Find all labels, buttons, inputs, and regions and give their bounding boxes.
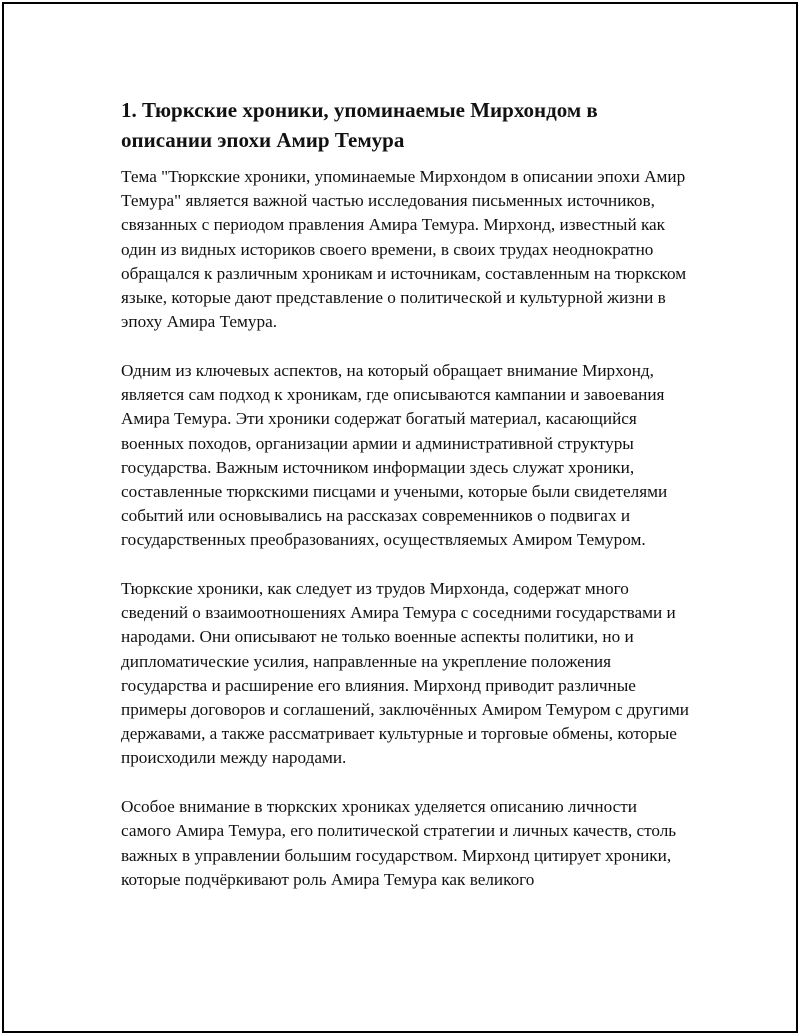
- document-body: [121, 95, 691, 916]
- paragraph-1: Тема "Тюркские хроники, упоминаемые Мирхондом в описании эпохи Амир Темура" является важной частью исследования письменных источников, связанных с периодом правления Амира Темура. Мирхонд, известный как один из видных историков своего времени, в своих трудах неоднократно обращался к различным хроникам и источникам, составленным на тюркском языке, которые дают представление о политической и культурной жизни в эпоху Амира Темура.: [121, 167, 687, 332]
- page-frame: [2, 2, 798, 1033]
- section-heading: 1. Тюркские хроники, упоминаемые Мирхондом в описании эпохи Амир Темура: [121, 98, 598, 152]
- paragraph-2: Одним из ключевых аспектов, на который обращает внимание Мирхонд, является сам подход к хроникам, где описываются кампании и завоевания Амира Темура. Эти хроники содержат богатый материал, касающийся военных походов, организации армии и административной структуры государства. Важным источником информации здесь служат хроники, составленные тюркскими писцами и учеными, которые были свидетелями событий или основывались на рассказах современников о подвигах и государственных преобразованиях, осуществляемых Амиром Темуром.: [121, 360, 668, 550]
- paragraph-4: Особое внимание в тюркских хрониках уделяется описанию личности самого Амира Темура, его политической стратегии и личных качеств, столь важных в управлении большим государством. Мирхонд цитирует хроники, которые подчёркивают роль Амира Темура как великого: [121, 797, 677, 889]
- paragraph-3: Тюркские хроники, как следует из трудов Мирхонда, содержат много сведений о взаимоотношениях Амира Темура с соседними государствами и народами. Они описывают не только военные аспекты политики, но и дипломатические усилия, направленные на укрепление положения государства и расширение его влияния. Мирхонд приводит различные примеры договоров и соглашений, заключённых Амиром Темуром с другими державами, а также рассматривает культурные и торговые обмены, которые происходили между народами.: [121, 579, 689, 768]
